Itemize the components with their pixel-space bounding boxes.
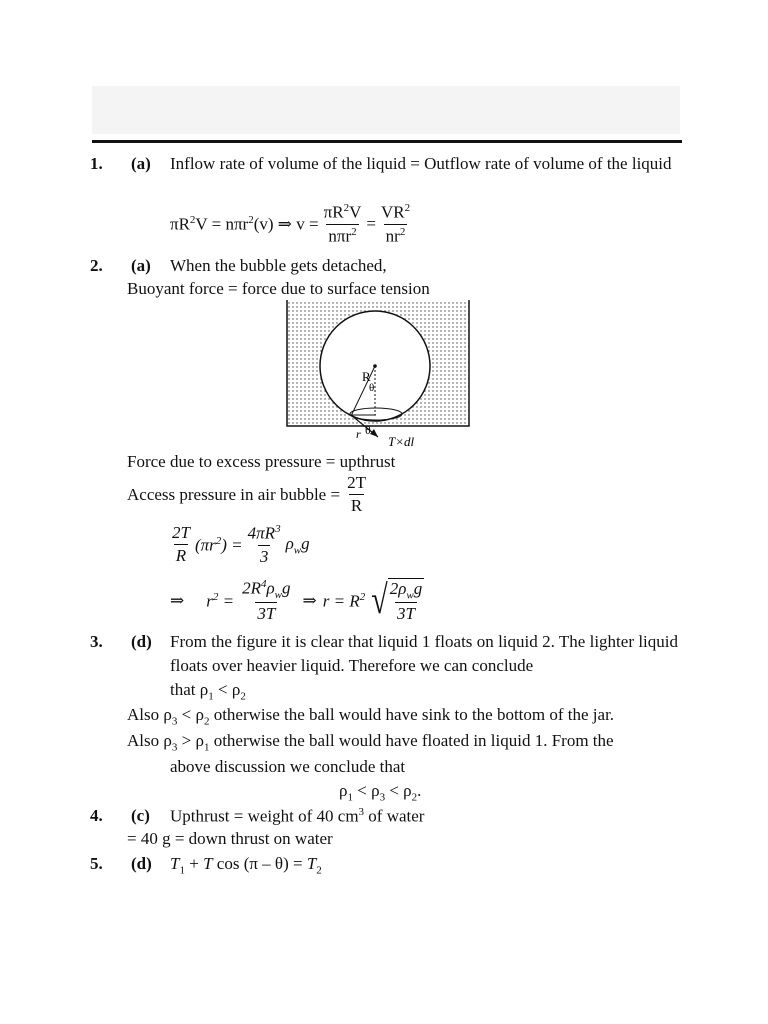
bubble-center (373, 364, 377, 368)
q4-option: (c) (131, 806, 150, 825)
q2-eq2-arrow: ⇒ (170, 591, 185, 611)
q1-option: (a) (131, 154, 151, 173)
q4-line-2: = 40 g = down thrust on water (127, 829, 333, 848)
q2-eq2-arrow-2: ⇒ (302, 591, 317, 611)
q2-line-4 (127, 473, 368, 516)
q2-eq2-fraction: $\frac{2R^4\rho_wg}{3T}$ (242, 578, 291, 624)
header-rule (92, 140, 682, 143)
tension-arrowhead (370, 429, 378, 437)
q2-line-3: Force due to excess pressure = upthrust (127, 452, 396, 471)
q1-number: 1. (90, 154, 103, 173)
q3-line-1: From the figure it is clear that liquid 1 floats on liquid 2. The lighter liquid floats over heavier liquid. Therefore we can conclude (170, 632, 678, 675)
q5-equation: $T_1 + T$ $\cos (\pi - \theta) = T_2$ (170, 854, 322, 877)
q3-line-6: above discussion we conclude that (170, 757, 406, 776)
q1-fraction-2: $\frac{VR^2}{nr^2}$ (380, 202, 411, 246)
q1-eq-left: $\pi R^2V = n\pi r^2(v)$ ⇒ v = (170, 213, 319, 234)
label-r: r (356, 427, 361, 441)
q1-equation (170, 202, 412, 246)
q3-option: (d) (131, 632, 152, 651)
q3-line-4: Also $\rho_3 < \rho_2$ otherwise the ball would have sink to the bottom of the jar. (127, 705, 615, 728)
bubble-figure (284, 298, 490, 450)
q3-number: 3. (90, 632, 103, 651)
q2-eq2-sqrt: √ $\frac{2\rho_wg}{3T}$ (371, 578, 423, 624)
label-theta-2: θ (365, 423, 371, 437)
q5-number: 5. (90, 854, 103, 873)
q4-line-1: Upthrust = weight of 40 $cm^3$ of water (170, 806, 425, 826)
q2-line-1: When the bubble gets detached, (170, 256, 387, 275)
q4-number: 4. (90, 806, 103, 825)
q2-eq1-fraction-2: $\frac{4\pi R^3}{3}$ (247, 523, 281, 566)
q5-option: (d) (131, 854, 152, 873)
label-theta-1: θ (369, 382, 375, 394)
q2-number: 2. (90, 256, 103, 275)
q1-equals: = (366, 214, 376, 234)
q2-equation-1: $\frac{2T}{R}$ $(\pi r^2)$ = $\frac{4\pi R^3}{3}$ $\rho_wg$ (172, 523, 310, 566)
q2-option: (a) (131, 256, 151, 275)
q3-line-7: $\rho_1 < \rho_3 < \rho_2$. (339, 781, 422, 804)
q2-eq1-fraction-1: $\frac{2T}{R}$ (172, 523, 190, 566)
q1-fraction-1: $\frac{\pi R^2V}{n\pi r^2}$ (323, 202, 362, 246)
q1-text: Inflow rate of volume of the liquid = Outflow rate of volume of the liquid (170, 154, 672, 173)
q2-line-4-fraction: $\frac{2T}{R}$ (347, 473, 366, 515)
header-band (92, 86, 680, 134)
q2-eq2-sqrt-fraction: $\frac{2\rho_wg}{3T}$ (389, 579, 423, 624)
q3-line-3: that $\rho_1 < \rho_2$ (170, 680, 246, 703)
q3-line-5: Also $\rho_3 > \rho_1$ otherwise the ball would have floated in liquid 1. From the (127, 731, 614, 754)
label-tdl: T×dl (388, 434, 415, 449)
q2-equation-2: ⇒ $r^2$ = $\frac{2R^4\rho_wg}{3T}$ ⇒ $r = R^2$ √ $\frac{2\rho_wg}{3T}$ (170, 578, 423, 624)
q2-line-2: Buoyant force = force due to surface tension (127, 279, 430, 298)
q2-line-4-text: Access pressure in air bubble = (127, 484, 341, 504)
label-R: R (362, 369, 371, 384)
